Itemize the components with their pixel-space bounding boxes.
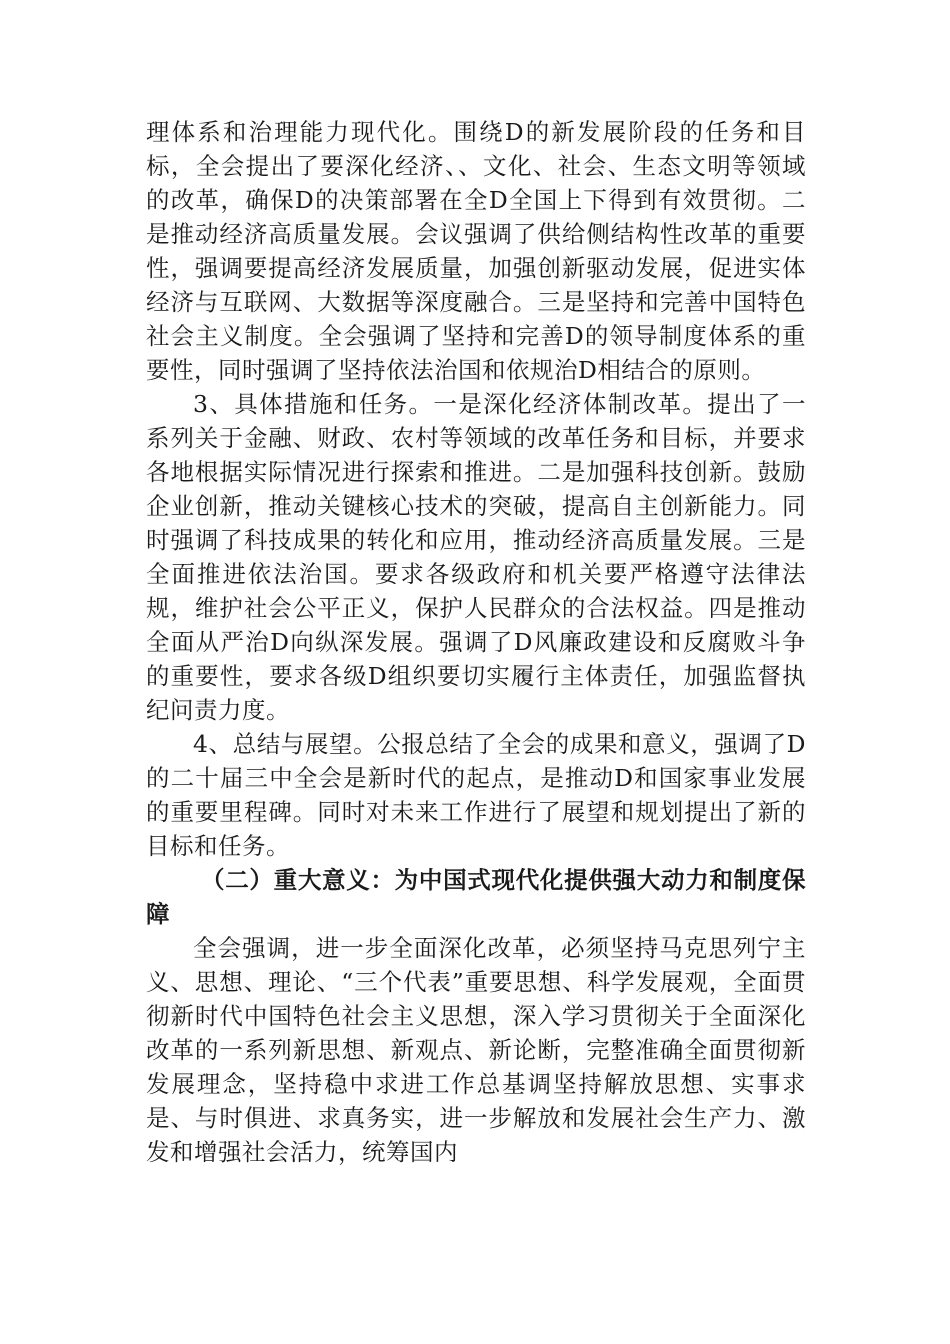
body-paragraph-measures: 3、具体措施和任务。一是深化经济体制改革。提出了一系列关于金融、财政、农村等领域的改革任务和目标，并要求各地根据实际情况进行探索和推进。二是加强科技创新。鼓励企业创新，推动关键核心技术的突破，提高自主创新能力。同时强调了科技成果的转化和应用，推动经济高质量发展。三是全面推进依法治国。要求各级政府和机关要严格遵守法律法规，维护社会公平正义，保护人民群众的合法权益。四是推动全面从严治D向纵深发展。强调了D风廉政建设和反腐败斗争的重要性，要求各级D组织要切实履行主体责任，加强监督执纪问责力度。: [146, 390, 806, 724]
section-heading: （二）重大意义：为中国式现代化提供强大动力和制度保障: [146, 866, 806, 928]
document-body: [146, 115, 806, 1169]
body-paragraph-continuation: 理体系和治理能力现代化。围绕D的新发展阶段的任务和目标，全会提出了要深化经济、、文化、社会、生态文明等领域的改革，确保D的决策部署在全D全国上下得到有效贯彻。二是推动经济高质量发展。会议强调了供给侧结构性改革的重要性，强调要提高经济发展质量，加强创新驱动发展，促进实体经济与互联网、大数据等深度融合。三是坚持和完善中国特色社会主义制度。全会强调了坚持和完善D的领导制度体系的重要性，同时强调了坚持依法治国和依规治D相结合的原则。: [146, 118, 806, 384]
body-paragraph-significance: 全会强调，进一步全面深化改革，必须坚持马克思列宁主义、思想、理论、“三个代表”重要思想、科学发展观，全面贯彻新时代中国特色社会主义思想，深入学习贯彻关于全面深化改革的一系列新思想、新观点、新论断，完整准确全面贯彻新发展理念，坚持稳中求进工作总基调坚持解放思想、实事求是、与时俱进、求真务实，进一步解放和发展社会生产力、激发和增强社会活力，统筹国内: [146, 934, 806, 1166]
body-paragraph-summary: 4、总结与展望。公报总结了全会的成果和意义，强调了D的二十届三中全会是新时代的起点，是推动D和国家事业发展的重要里程碑。同时对未来工作进行了展望和规划提出了新的目标和任务。: [146, 730, 806, 860]
